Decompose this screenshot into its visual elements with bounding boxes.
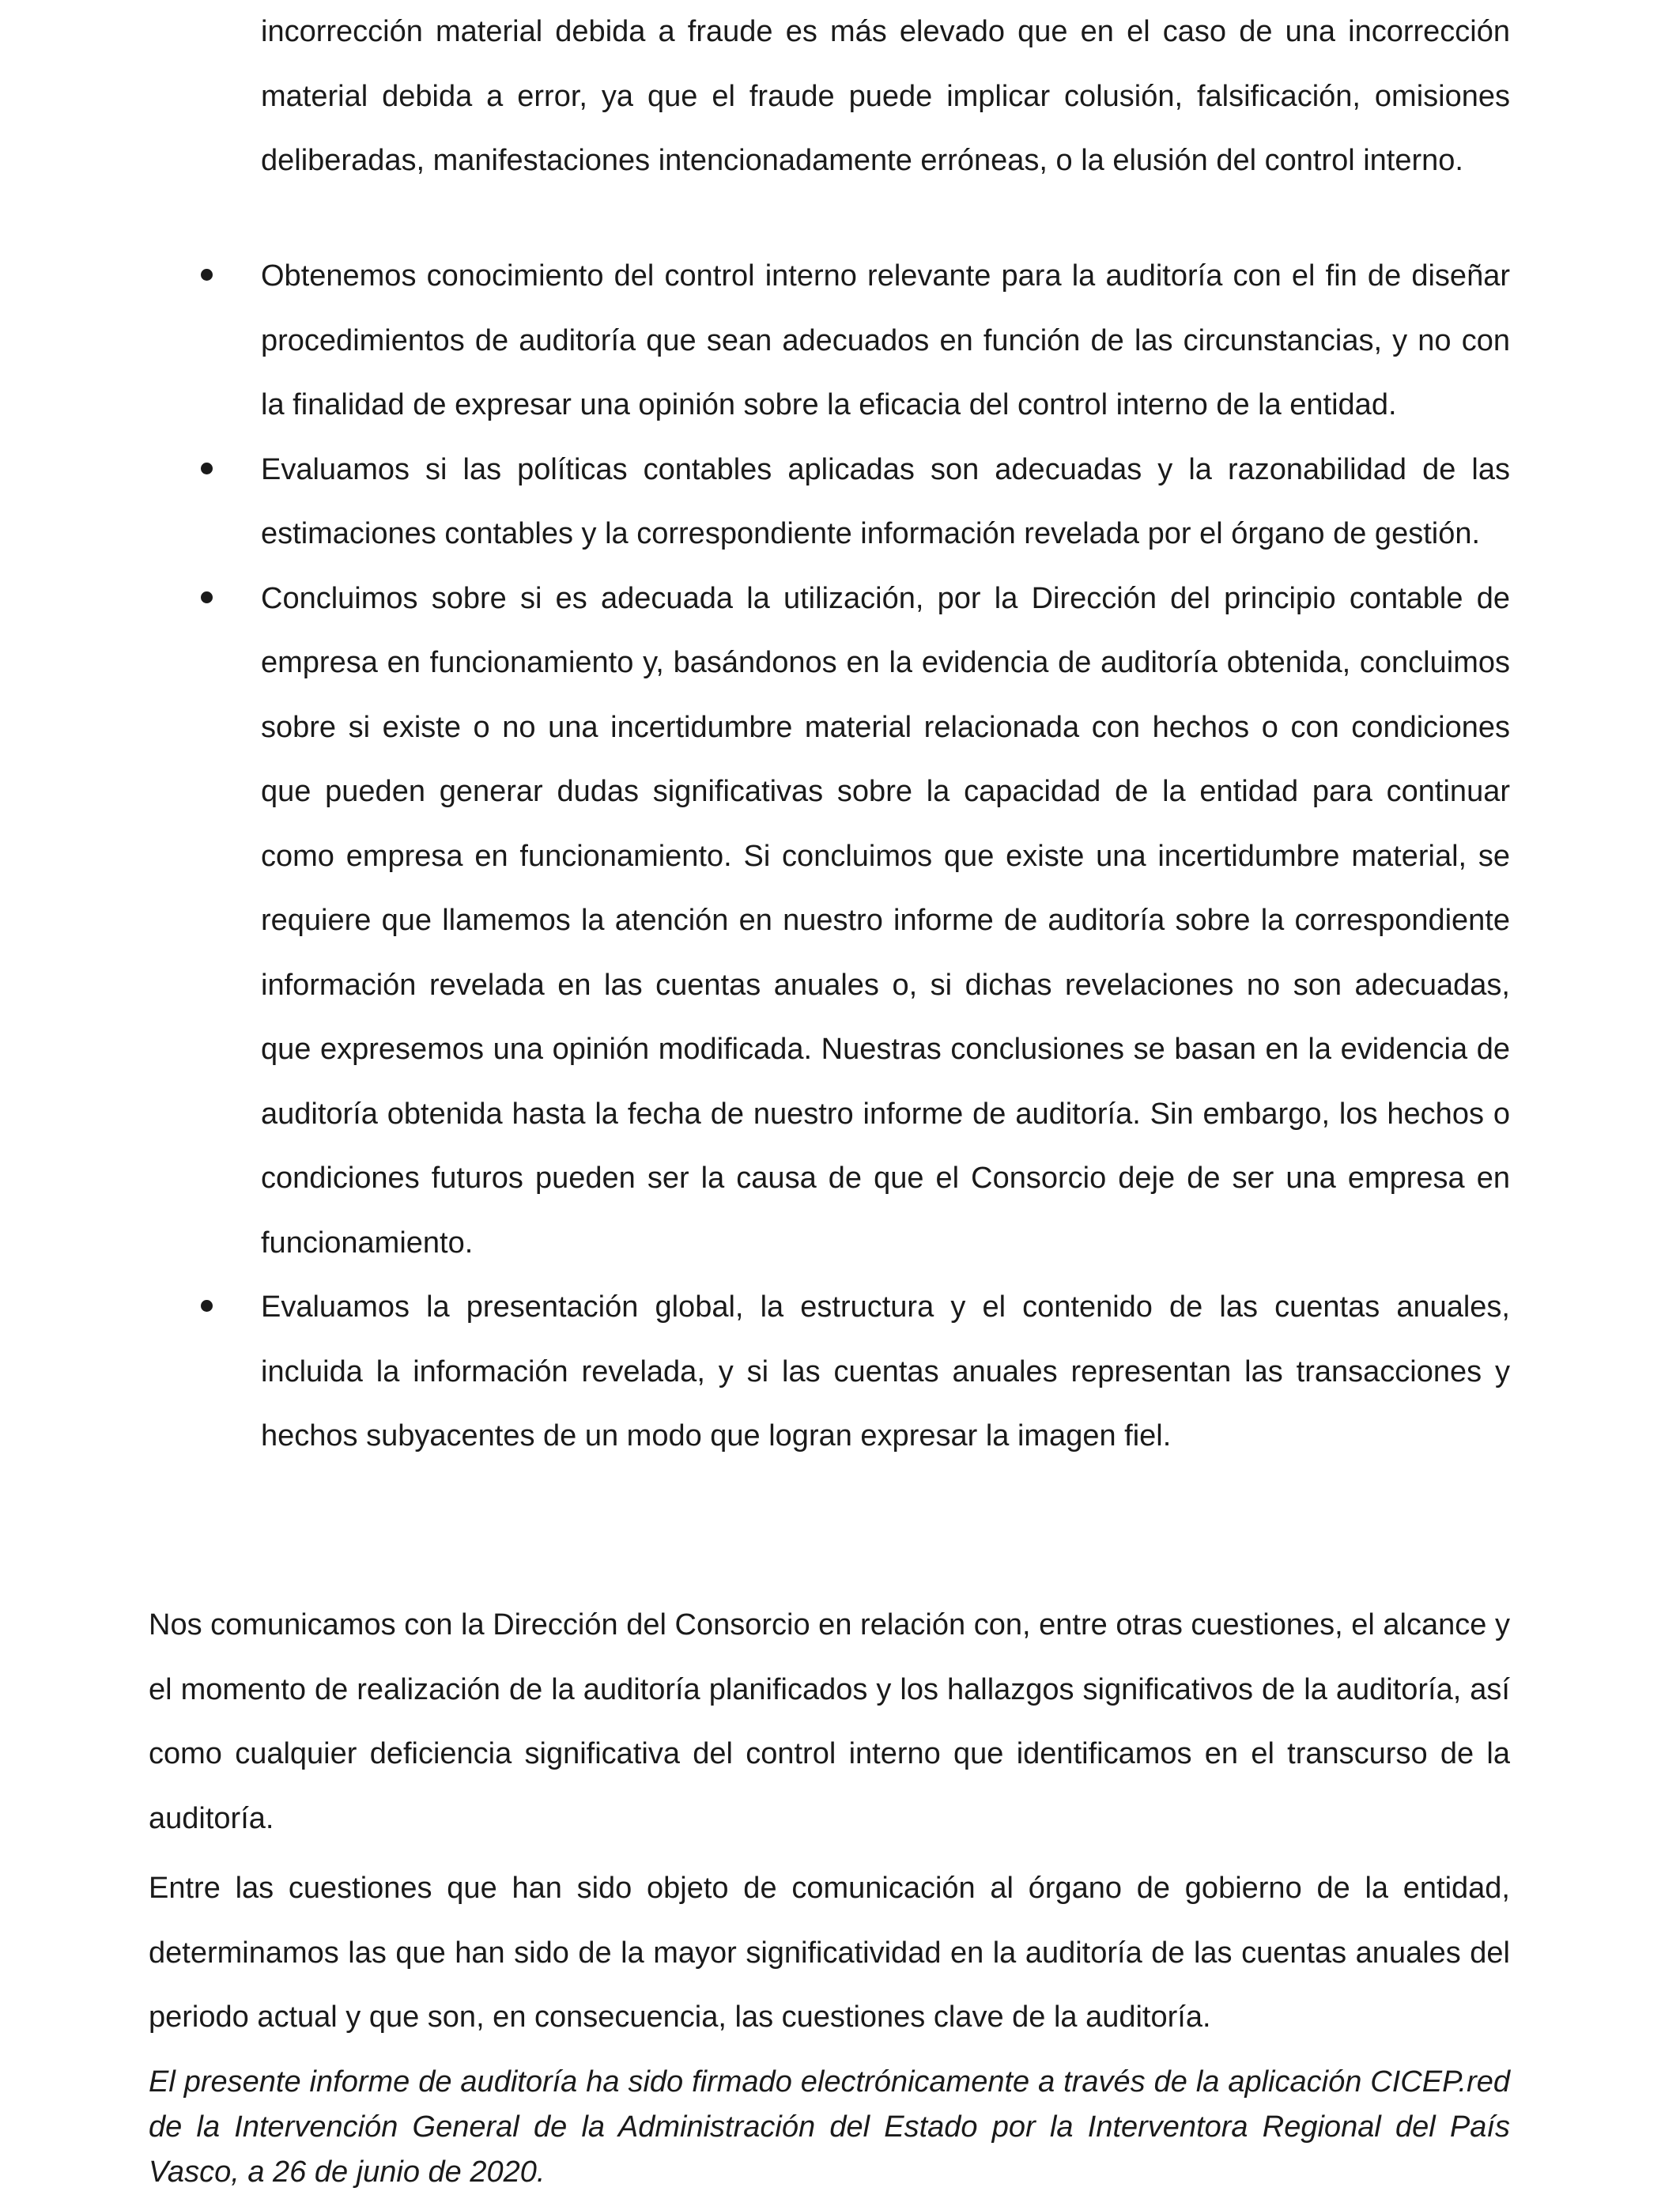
electronic-signature-note: El presente informe de auditoría ha sido firmado electrónicamente a través de la aplicación CICEP.red de la Intervención General de la Administración del Estado por la Interventora Regional del País Vasco, a 26 de junio de 2020. [149,2065,1510,2189]
continuation-paragraph: incorrección material debida a fraude es más elevado que en el caso de una incorrección material debida a error, ya que el fraude puede implicar colusión, falsificación, omisiones deliberadas, manifestaciones intencionadamente erróneas, o la elusión del control interno. [261,15,1510,177]
list-item [150,567,1510,1276]
bullet-dot-icon [201,591,213,603]
list-item-text: Concluimos sobre si es adecuada la utilización, por la Dirección del principio contable de empresa en funcionamiento y, basándonos en la evidencia de auditoría obtenida, concluimos sobre si existe o no una incertidumbre material relacionada con hechos o con condiciones que pueden generar dudas significativas sobre la capacidad de la entidad para continuar como empresa en funcionamiento. Si concluimos que existe una incertidumbre material, se requiere que llamemos la atención en nuestro informe de auditoría sobre la correspondiente información revelada en las cuentas anuales o, si dichas revelaciones no son adecuadas, que expresemos una opinión modificada. Nuestras conclusiones se basan en la evidencia de auditoría obtenida hasta la fecha de nuestro informe de auditoría. Sin embargo, los hechos o condiciones futuros pueden ser la causa de que el Consorcio deje de ser una empresa en funcionamiento. [261,581,1510,1260]
list-item-text: Evaluamos si las políticas contables aplicadas son adecuadas y la razonabilidad de las estimaciones contables y la correspondiente información revelada por el órgano de gestión. [261,452,1510,550]
bullet-dot-icon [201,269,213,281]
list-item [150,1275,1510,1469]
list-item-text: Evaluamos la presentación global, la estructura y el contenido de las cuentas anuales, incluida la información revelada, y si las cuentas anuales representan las transacciones y hechos subyacentes de un modo que logran expresar la imagen fiel. [261,1290,1510,1453]
list-item [150,244,1510,438]
key-matters-paragraph: Entre las cuestiones que han sido objeto de comunicación al órgano de gobierno de la entidad, determinamos las que han sido de la mayor significatividad en la auditoría de las cuentas anuales del periodo actual y que son, en consecuencia, las cuestiones clave de la auditoría. [149,1872,1510,2034]
communication-paragraph: Nos comunicamos con la Dirección del Consorcio en relación con, entre otras cuestiones, el alcance y el momento de realización de la auditoría planificados y los hallazgos significativos de la auditoría, así como cualquier deficiencia significativa del control interno que identificamos en el transcurso de la auditoría. [149,1608,1510,1835]
audit-procedures-list [150,244,1510,1469]
list-item-text: Obtenemos conocimiento del control interno relevante para la auditoría con el fin de diseñar procedimientos de auditoría que sean adecuados en función de las circunstancias, y no con la finalidad de expresar una opinión sobre la eficacia del control interno de la entidad. [261,259,1510,421]
list-item [150,438,1510,567]
bullet-dot-icon [201,1300,213,1312]
bullet-dot-icon [201,463,213,474]
